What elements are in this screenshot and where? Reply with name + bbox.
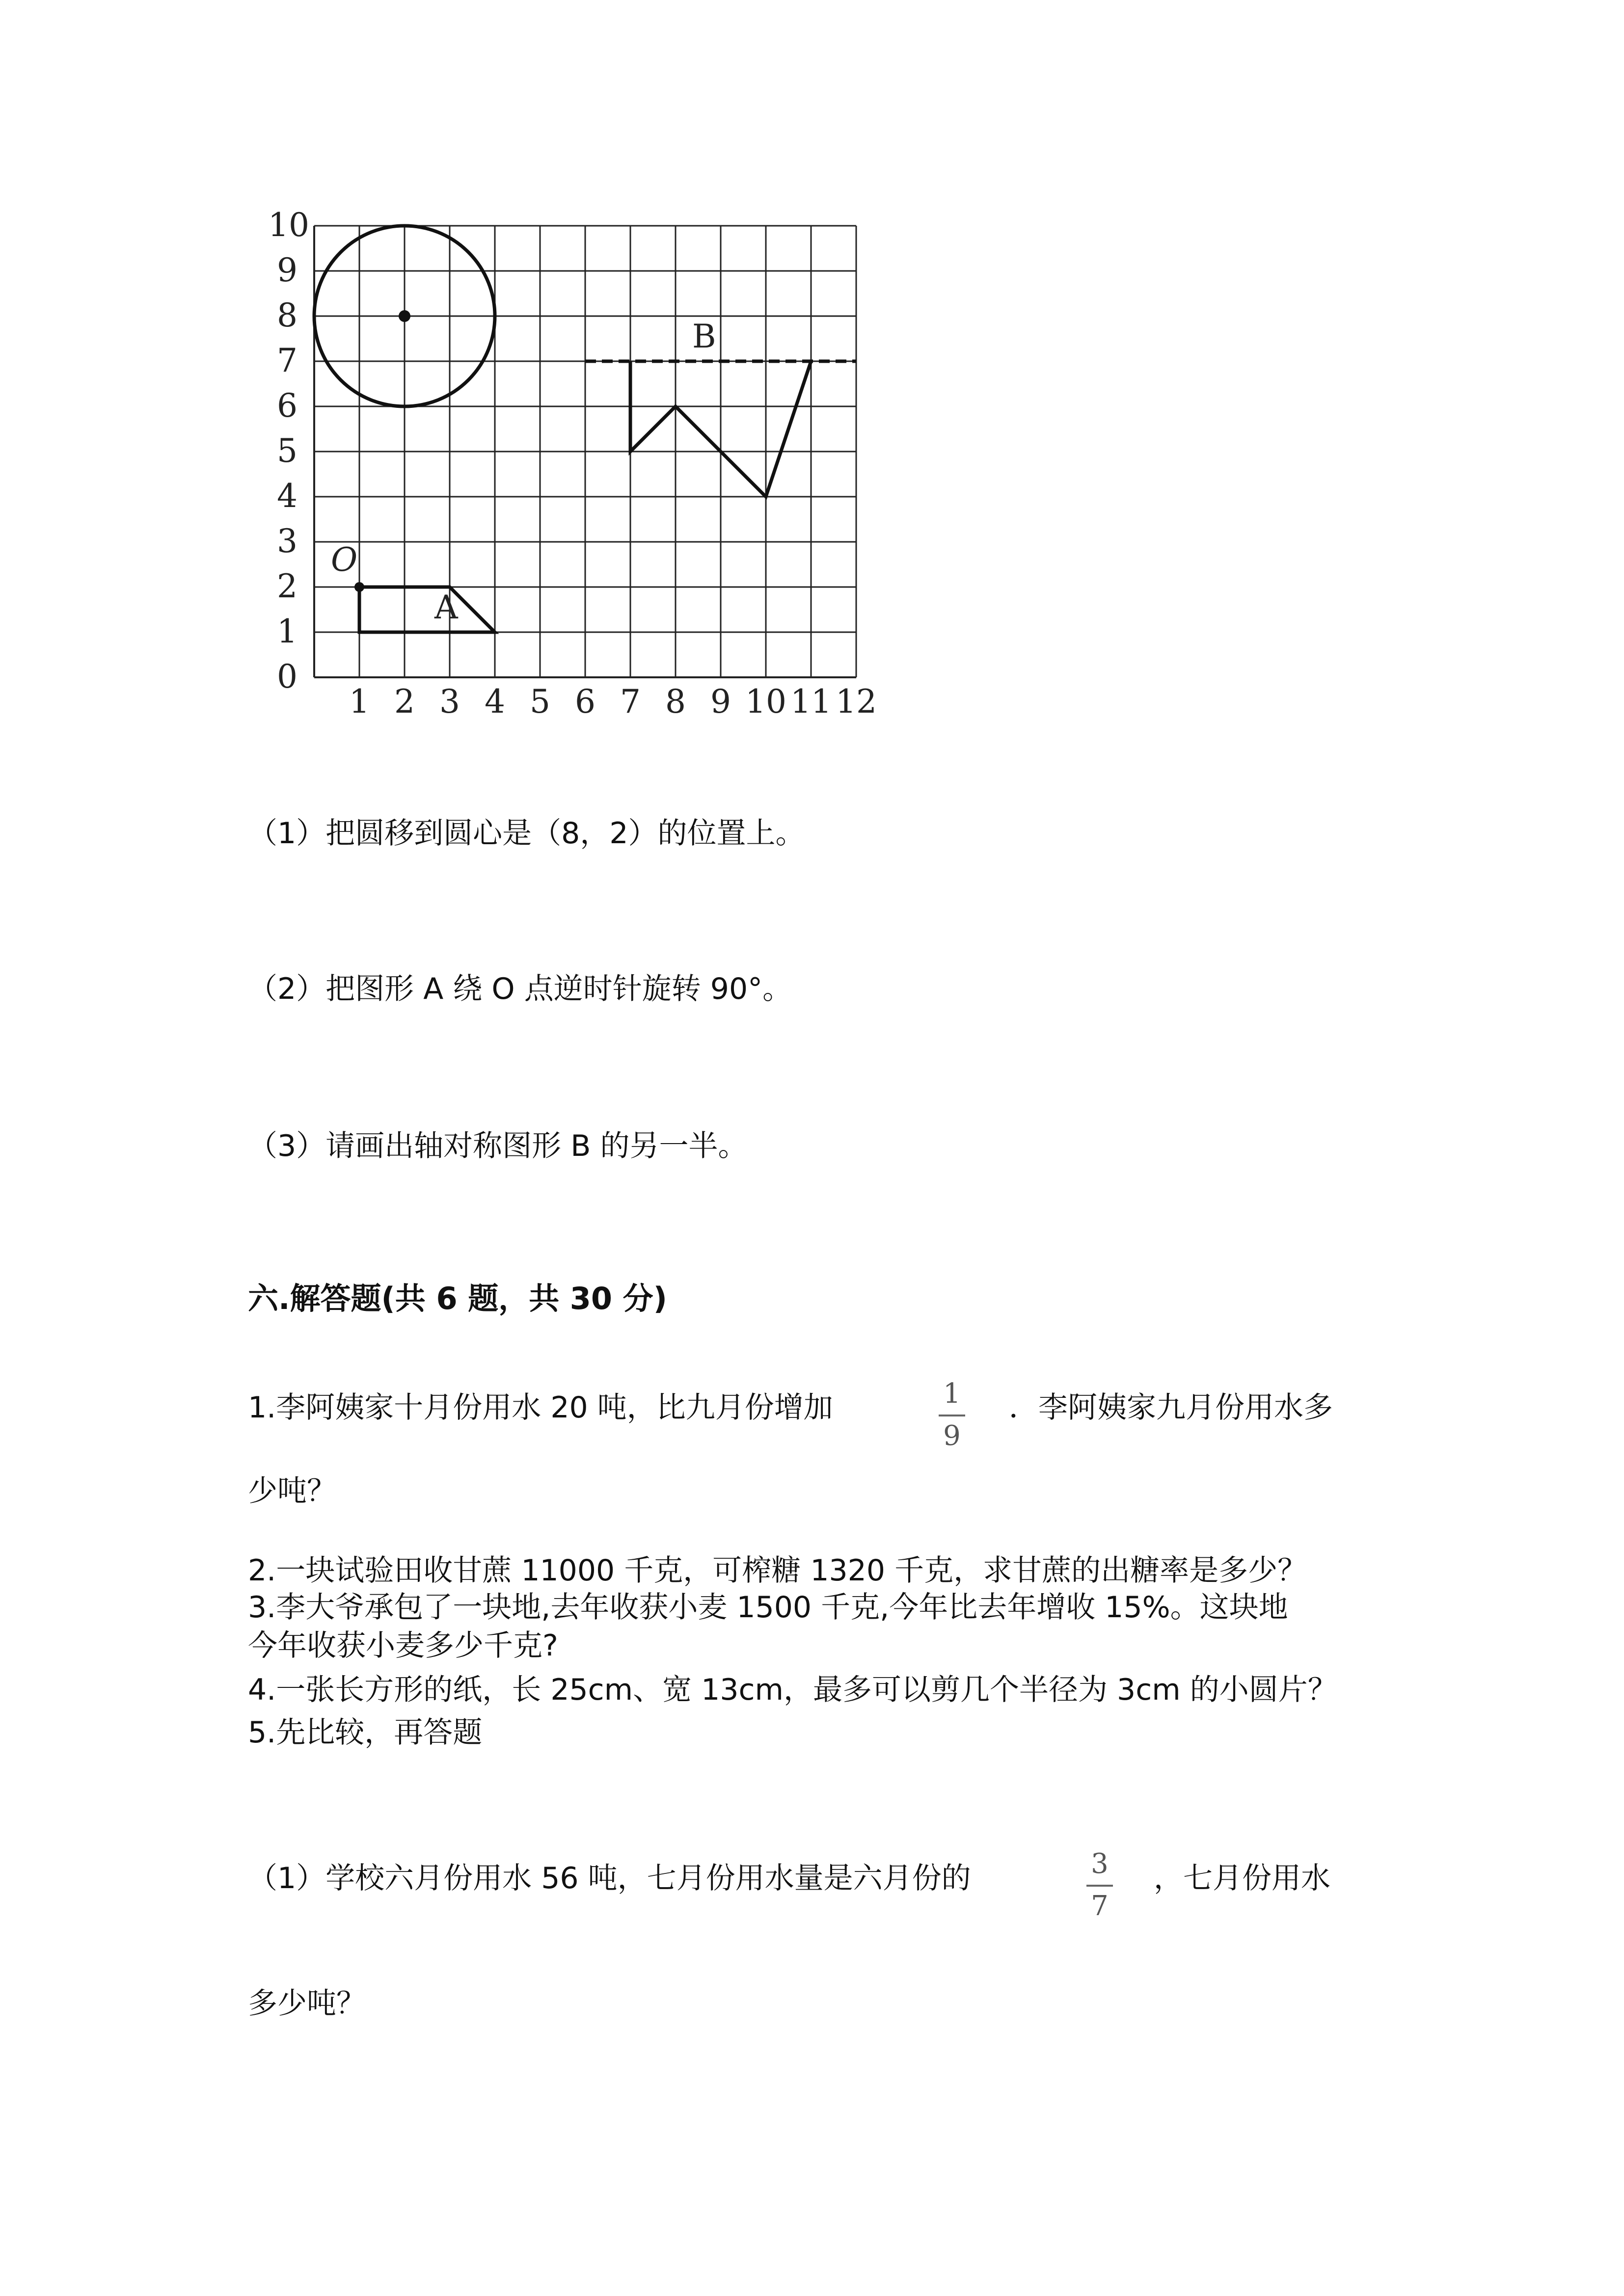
y-tick: 7 — [277, 342, 298, 379]
shape-a-trapezoid — [359, 587, 495, 632]
y-tick: 1 — [277, 613, 298, 650]
fraction-three-sevenths — [1083, 1850, 1117, 1920]
y-tick: 6 — [277, 387, 298, 425]
fraction-one-ninth — [935, 1380, 969, 1450]
problem-1-text-continued: ．李阿姨家九月份用水多 — [1009, 1390, 1333, 1425]
question-1-move-circle: （1）把圆移到圆心是（8，2）的位置上。 — [248, 816, 805, 851]
question-3-symmetry-shape-b: （3）请画出轴对称图形 B 的另一半。 — [248, 1129, 748, 1163]
fraction-denominator: 9 — [943, 1420, 961, 1452]
fraction-numerator: 1 — [943, 1378, 961, 1410]
problem-5-sub-1-text: （1）学校六月份用水 56 吨，七月份用水量是六月份的 — [248, 1861, 971, 1896]
x-tick: 5 — [530, 683, 550, 721]
section-title: 六.解答题(共 6 题，共 30 分) — [248, 1281, 667, 1316]
fraction-denominator: 7 — [1091, 1890, 1109, 1922]
y-tick: 9 — [277, 251, 298, 289]
point-o-label: O — [331, 541, 358, 579]
problem-2-text: 2.一块试验田收甘蔗 11000 千克，可榨糖 1320 千克，求甘蔗的出糖率是多少？ — [248, 1553, 1307, 1588]
fraction-numerator: 3 — [1091, 1848, 1109, 1880]
y-tick: 2 — [277, 567, 298, 605]
problem-5-sub-1-text-line2: 多少吨？ — [248, 1986, 366, 2021]
grid-lines — [314, 226, 856, 677]
y-tick: 8 — [277, 296, 298, 334]
problem-5-text: 5.先比较，再答题 — [248, 1715, 483, 1750]
y-tick: 5 — [277, 432, 298, 470]
problem-1-text: 1.李阿姨家十月份用水 20 吨，比九月份增加 — [248, 1390, 833, 1425]
x-tick: 9 — [710, 683, 731, 721]
x-tick: 7 — [620, 683, 641, 721]
y-axis-labels — [268, 206, 309, 695]
question-2-rotate-shape-a: （2）把图形 A 绕 O 点逆时针旋转 90°。 — [248, 972, 792, 1006]
x-tick: 4 — [485, 683, 505, 721]
y-tick: 4 — [277, 477, 298, 515]
problem-5-sub-1-text-continued: ，七月份用水 — [1154, 1861, 1330, 1896]
y-tick: 10 — [268, 206, 309, 244]
y-tick: 3 — [277, 522, 298, 560]
x-tick: 10 — [745, 683, 786, 721]
x-tick: 1 — [349, 683, 370, 721]
shape-a-label: A — [434, 588, 458, 626]
shape-b-label: B — [692, 318, 716, 355]
coordinate-grid-figure — [265, 187, 903, 726]
problem-1-text-line2: 少吨？ — [248, 1474, 336, 1508]
circle-center-dot — [399, 310, 410, 322]
fraction-bar — [939, 1415, 965, 1416]
problem-3-text-line2: 今年收获小麦多少千克? — [248, 1629, 558, 1663]
x-tick: 8 — [665, 683, 686, 721]
point-o-dot — [354, 582, 364, 592]
problem-4-text: 4.一张长方形的纸，长 25cm、宽 13cm，最多可以剪几个半径为 3cm 的小圆片？ — [248, 1673, 1337, 1707]
fraction-bar — [1086, 1885, 1113, 1887]
x-tick: 3 — [439, 683, 460, 721]
x-tick: 11 — [790, 683, 832, 721]
x-tick: 2 — [394, 683, 415, 721]
problem-3-text: 3.李大爷承包了一块地,去年收获小麦 1500 千克,今年比去年增收 15%。这块地 — [248, 1590, 1288, 1625]
y-tick: 0 — [277, 658, 298, 695]
x-tick: 6 — [575, 683, 595, 721]
x-tick: 12 — [836, 683, 877, 721]
x-axis-labels — [349, 683, 877, 721]
